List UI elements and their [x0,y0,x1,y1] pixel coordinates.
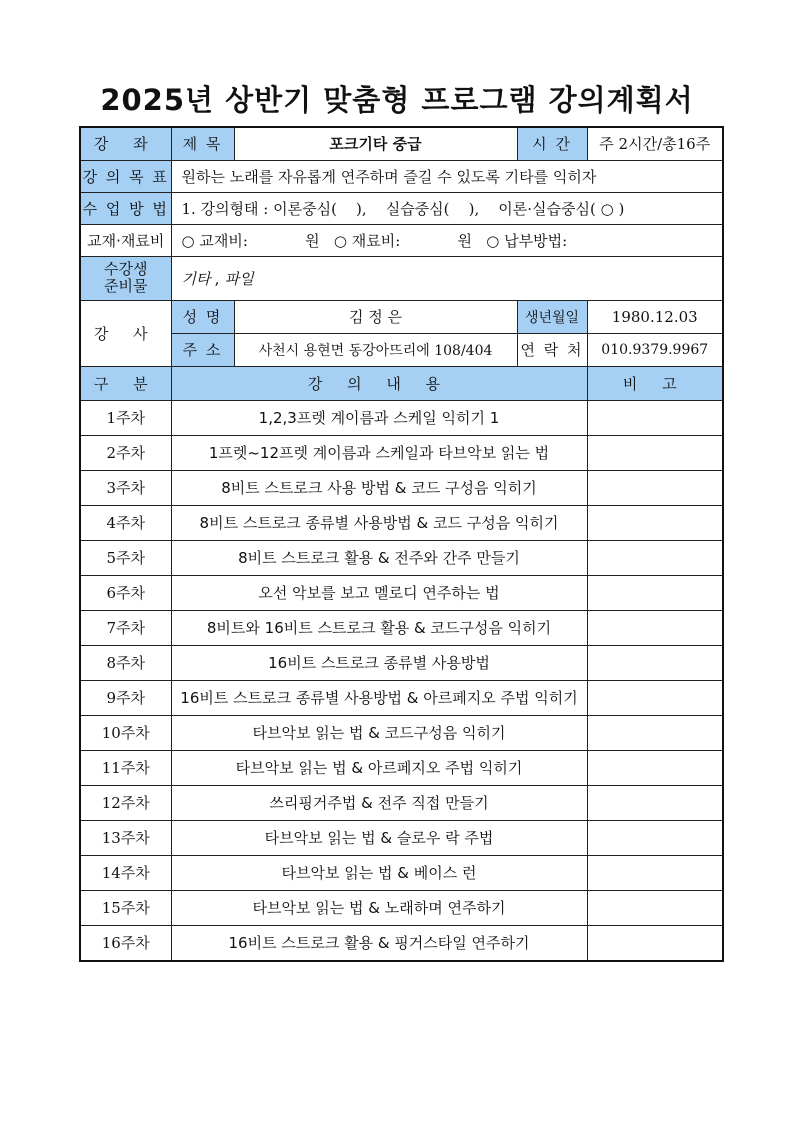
contact-label: 연 락 처 [517,333,587,366]
page-title: 2025년 상반기 맞춤형 프로그램 강의계획서 [100,83,694,117]
note-cell [587,750,723,785]
content-cell: 오선 악보를 보고 멜로디 연주하는 법 [171,575,587,610]
content-cell: 타브악보 읽는 법 & 아르페지오 주법 익히기 [171,750,587,785]
note-cell [587,855,723,890]
schedule-rows [80,400,723,961]
content-cell: 1프렛~12프렛 계이름과 스케일과 타브악보 읽는 법 [171,435,587,470]
method-label: 수 업 방 법 [80,192,171,224]
table-row [80,750,723,785]
week-cell: 10주차 [80,715,171,750]
table-row [80,785,723,820]
table-row [80,470,723,505]
course-subject: 포크기타 중급 [234,127,517,160]
prep-label [80,256,171,300]
week-cell: 8주차 [80,645,171,680]
name-label: 성 명 [171,300,234,333]
prep-text: 기타 , 파일 [171,256,723,300]
note-cell [587,540,723,575]
content-cell: 8비트 스트로크 사용 방법 & 코드 구성음 익히기 [171,470,587,505]
col-content-header: 강 의 내 용 [171,366,587,400]
goal-label: 강 의 목 표 [80,160,171,192]
week-cell: 4주차 [80,505,171,540]
instructor-name: 김 정 은 [234,300,517,333]
note-cell [587,715,723,750]
content-cell: 타브악보 읽는 법 & 노래하며 연주하기 [171,890,587,925]
instructor-label: 강 사 [80,300,171,366]
content-cell: 16비트 스트로크 종류별 사용방법 [171,645,587,680]
method-text: 1. 강의형태 : 이론중심( ), 실습중심( ), 이론·실습중심( ○ ) [171,192,723,224]
week-cell: 16주차 [80,925,171,961]
subject-label: 제 목 [171,127,234,160]
content-cell: 쓰리핑거주법 & 전주 직접 만들기 [171,785,587,820]
table-row [80,505,723,540]
fees-label: 교재·재료비 [80,224,171,256]
note-cell [587,785,723,820]
week-cell: 12주차 [80,785,171,820]
note-cell [587,575,723,610]
prep-label-line2: 준비물 [104,277,148,295]
content-cell: 8비트 스트로크 활용 & 전주와 간주 만들기 [171,540,587,575]
address-label: 주 소 [171,333,234,366]
fees-text: ○ 교재비: 원 ○ 재료비: 원 ○ 납부방법: [171,224,723,256]
table-row [80,680,723,715]
content-cell: 16비트 스트로크 활용 & 핑거스타일 연주하기 [171,925,587,961]
lecture-plan-table [79,126,724,962]
week-cell: 13주차 [80,820,171,855]
week-cell: 5주차 [80,540,171,575]
note-cell [587,925,723,961]
week-cell: 1주차 [80,400,171,435]
note-cell [587,470,723,505]
week-cell: 9주차 [80,680,171,715]
table-row [80,855,723,890]
week-cell: 7주차 [80,610,171,645]
week-cell: 14주차 [80,855,171,890]
week-cell: 11주차 [80,750,171,785]
content-cell: 8비트 스트로크 종류별 사용방법 & 코드 구성음 익히기 [171,505,587,540]
table-row [80,890,723,925]
course-label: 강 좌 [80,127,171,160]
table-row [80,435,723,470]
instructor-address: 사천시 용현면 동강아뜨리에 108/404 [234,333,517,366]
week-cell: 6주차 [80,575,171,610]
content-cell: 16비트 스트로크 종류별 사용방법 & 아르페지오 주법 익히기 [171,680,587,715]
table-row [80,400,723,435]
content-cell: 8비트와 16비트 스트로크 활용 & 코드구성음 익히기 [171,610,587,645]
course-time: 주 2시간/총16주 [587,127,723,160]
note-cell [587,645,723,680]
table-row [80,715,723,750]
content-cell: 타브악보 읽는 법 & 슬로우 락 주법 [171,820,587,855]
table-row [80,575,723,610]
instructor-birth: 1980.12.03 [587,300,723,333]
week-cell: 15주차 [80,890,171,925]
time-label: 시 간 [517,127,587,160]
week-cell: 2주차 [80,435,171,470]
table-row [80,925,723,961]
col-note-header: 비 고 [587,366,723,400]
col-week-header: 구 분 [80,366,171,400]
goal-text: 원하는 노래를 자유롭게 연주하며 즐길 수 있도록 기타를 익히자 [171,160,723,192]
table-row [80,610,723,645]
note-cell [587,435,723,470]
table-row [80,645,723,680]
note-cell [587,610,723,645]
note-cell [587,820,723,855]
content-cell: 타브악보 읽는 법 & 코드구성음 익히기 [171,715,587,750]
table-row [80,820,723,855]
content-cell: 타브악보 읽는 법 & 베이스 런 [171,855,587,890]
note-cell [587,680,723,715]
instructor-contact: 010.9379.9967 [587,333,723,366]
prep-label-line1: 수강생 [104,260,148,278]
content-cell: 1,2,3프렛 계이름과 스케일 익히기 1 [171,400,587,435]
note-cell [587,890,723,925]
week-cell: 3주차 [80,470,171,505]
note-cell [587,400,723,435]
note-cell [587,505,723,540]
birth-label: 생년월일 [517,300,587,333]
table-row [80,540,723,575]
